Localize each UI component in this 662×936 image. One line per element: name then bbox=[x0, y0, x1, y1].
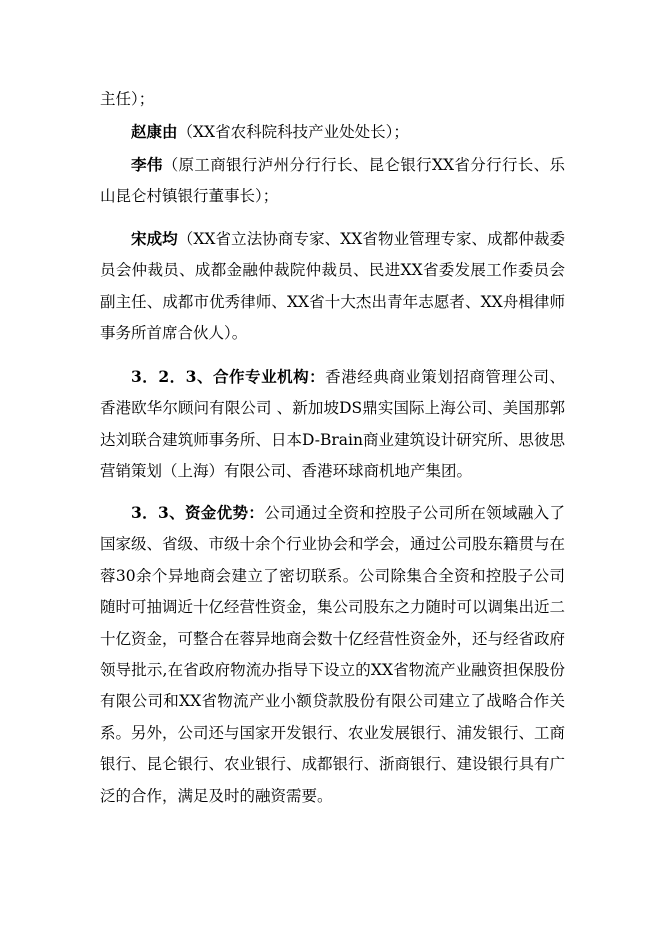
person-name: 宋成均 bbox=[131, 229, 178, 248]
paragraph-zhao-kangyou bbox=[100, 116, 565, 148]
section-cooperation-institutions bbox=[100, 361, 565, 488]
paragraph-text: （XX省立法协商专家、XX省物业管理专家、成都仲裁委员会仲裁员、成都金融仲裁院仲裁员、民进XX省委发展工作委员会副主任、成都市优秀律师、XX省十大杰出青年志愿者、XX舟楫律师事务所首席合伙人）。 bbox=[100, 230, 565, 343]
paragraph-text: （XX省农科院科技产业处处长）； bbox=[177, 123, 409, 141]
person-name: 李伟 bbox=[131, 155, 163, 174]
person-name: 赵康由 bbox=[131, 122, 178, 141]
section-heading: 3．3、资金优势： bbox=[131, 503, 265, 522]
section-heading: 3．2．3、合作专业机构： bbox=[131, 367, 326, 386]
paragraph-text: （原工商银行泸州分行行长、昆仑银行XX省分行行长、乐山昆仑村镇银行董事长）； bbox=[100, 156, 565, 206]
paragraph-text: 香港经典商业策划招商管理公司、香港欧华尔顾问有限公司 、新加坡DS鼎实国际上海公司、美国那郭达刘联合建筑师事务所、日本D-Brain商业建筑设计研究所、思彼思营销策划（上海）有限公司、香港环球商机地产集团。 bbox=[100, 368, 565, 481]
paragraph-text: 公司通过全资和控股子公司所在领域融入了国家级、省级、市级十余个行业协会和学会，通过公司股东籍贯与在蓉30余个异地商会建立了密切联系。公司除集合全资和控股子公司随时可抽调近十亿经营性资金，集公司股东之力随时可以调集出近二十亿资金，可整合在蓉异地商会数十亿经营性资金外，还与经省政府领导批示,在省政府物流办指导下设立的XX省物流产业融资担保股份有限公司和XX省物流产业小额贷款股份有限公司建立了战略合作关系。另外，公司还与国家开发银行、农业发展银行、浦发银行、工商银行、昆仑银行、农业银行、成都银行、浙商银行、建设银行具有广泛的合作，满足及时的融资需要。 bbox=[100, 504, 566, 805]
paragraph-text: 主任）； bbox=[100, 90, 155, 108]
paragraph-song-chengjun bbox=[100, 223, 565, 350]
paragraph-continuation bbox=[100, 84, 565, 115]
section-capital-advantage bbox=[100, 497, 565, 812]
paragraph-li-wei bbox=[100, 149, 565, 213]
